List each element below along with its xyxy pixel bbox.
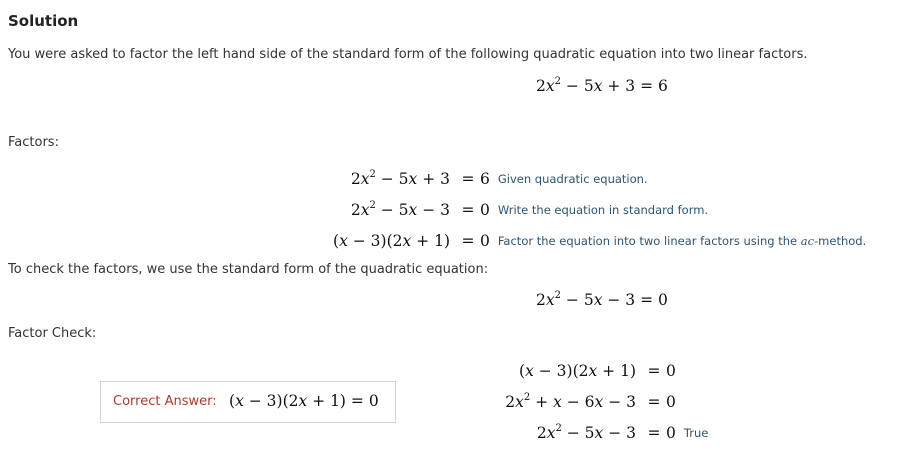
check-step-rhs: 0	[666, 392, 676, 411]
check-step	[482, 386, 708, 417]
factor-step	[300, 163, 866, 194]
correct-answer-rhs: 0	[368, 392, 379, 410]
factor-step-note	[498, 225, 866, 256]
note-variable: ac	[800, 233, 815, 248]
standard-form-equation: $2x^2 - 5x - 3 = 0$	[536, 290, 668, 309]
solution-heading: Solution	[8, 12, 79, 30]
factor-step-lhs: $2x^2 - 5x - 3$	[350, 199, 450, 219]
factors-label: Factors:	[8, 135, 59, 150]
factor-step	[300, 194, 866, 225]
correct-answer-equation: (x − 3)(2x + 1) = 0	[229, 392, 379, 410]
standard-form-rhs: 0	[658, 291, 668, 309]
factor-steps	[300, 163, 866, 256]
check-step-rhs: 0	[666, 423, 676, 442]
check-step-note: True	[683, 425, 709, 440]
factor-step-note: Write the equation in standard form.	[497, 202, 709, 217]
check-step	[482, 417, 708, 448]
equals-sign: =	[647, 392, 661, 411]
given-equation: $2x^2 - 5x + 3 = 6$	[536, 76, 668, 95]
note-suffix: -method.	[814, 233, 867, 248]
factor-step-note: Given quadratic equation.	[497, 171, 648, 186]
check-step-lhs: (x − 3)(2x + 1)	[519, 361, 636, 380]
factor-step-rhs: 6	[480, 169, 490, 188]
equals-sign: =	[647, 423, 661, 442]
correct-answer-label: Correct Answer:	[113, 394, 217, 409]
check-steps	[482, 355, 708, 448]
check-step	[482, 355, 708, 386]
intro-text: You were asked to factor the left hand side of the standard form of the following quadratic equation into two linear factors.	[8, 47, 808, 62]
given-equation-rhs: 6	[658, 77, 668, 95]
factor-step-lhs: $2x^2 - 5x + 3$	[350, 168, 450, 188]
factor-step-lhs: (x − 3)(2x + 1)	[333, 231, 450, 250]
equals-sign: =	[461, 169, 475, 188]
factor-step	[300, 225, 866, 256]
factor-step-rhs: 0	[480, 200, 490, 219]
check-step-lhs: $2x^2 - 5x - 3$	[536, 422, 636, 442]
equals-sign: =	[461, 231, 475, 250]
correct-answer-box	[100, 381, 396, 423]
factor-step-rhs: 0	[480, 231, 490, 250]
check-step-note	[684, 386, 708, 417]
equals-sign: =	[461, 200, 475, 219]
check-step-lhs: $2x^2 + x - 6x - 3$	[505, 391, 636, 411]
factor-check-label: Factor Check:	[8, 326, 97, 341]
equals-sign: =	[647, 361, 661, 380]
check-step-rhs: 0	[666, 361, 676, 380]
check-step-note	[684, 355, 708, 386]
check-intro-text: To check the factors, we use the standard form of the quadratic equation:	[8, 262, 489, 277]
note-prefix: Factor the equation into two linear factors using the	[497, 233, 801, 248]
